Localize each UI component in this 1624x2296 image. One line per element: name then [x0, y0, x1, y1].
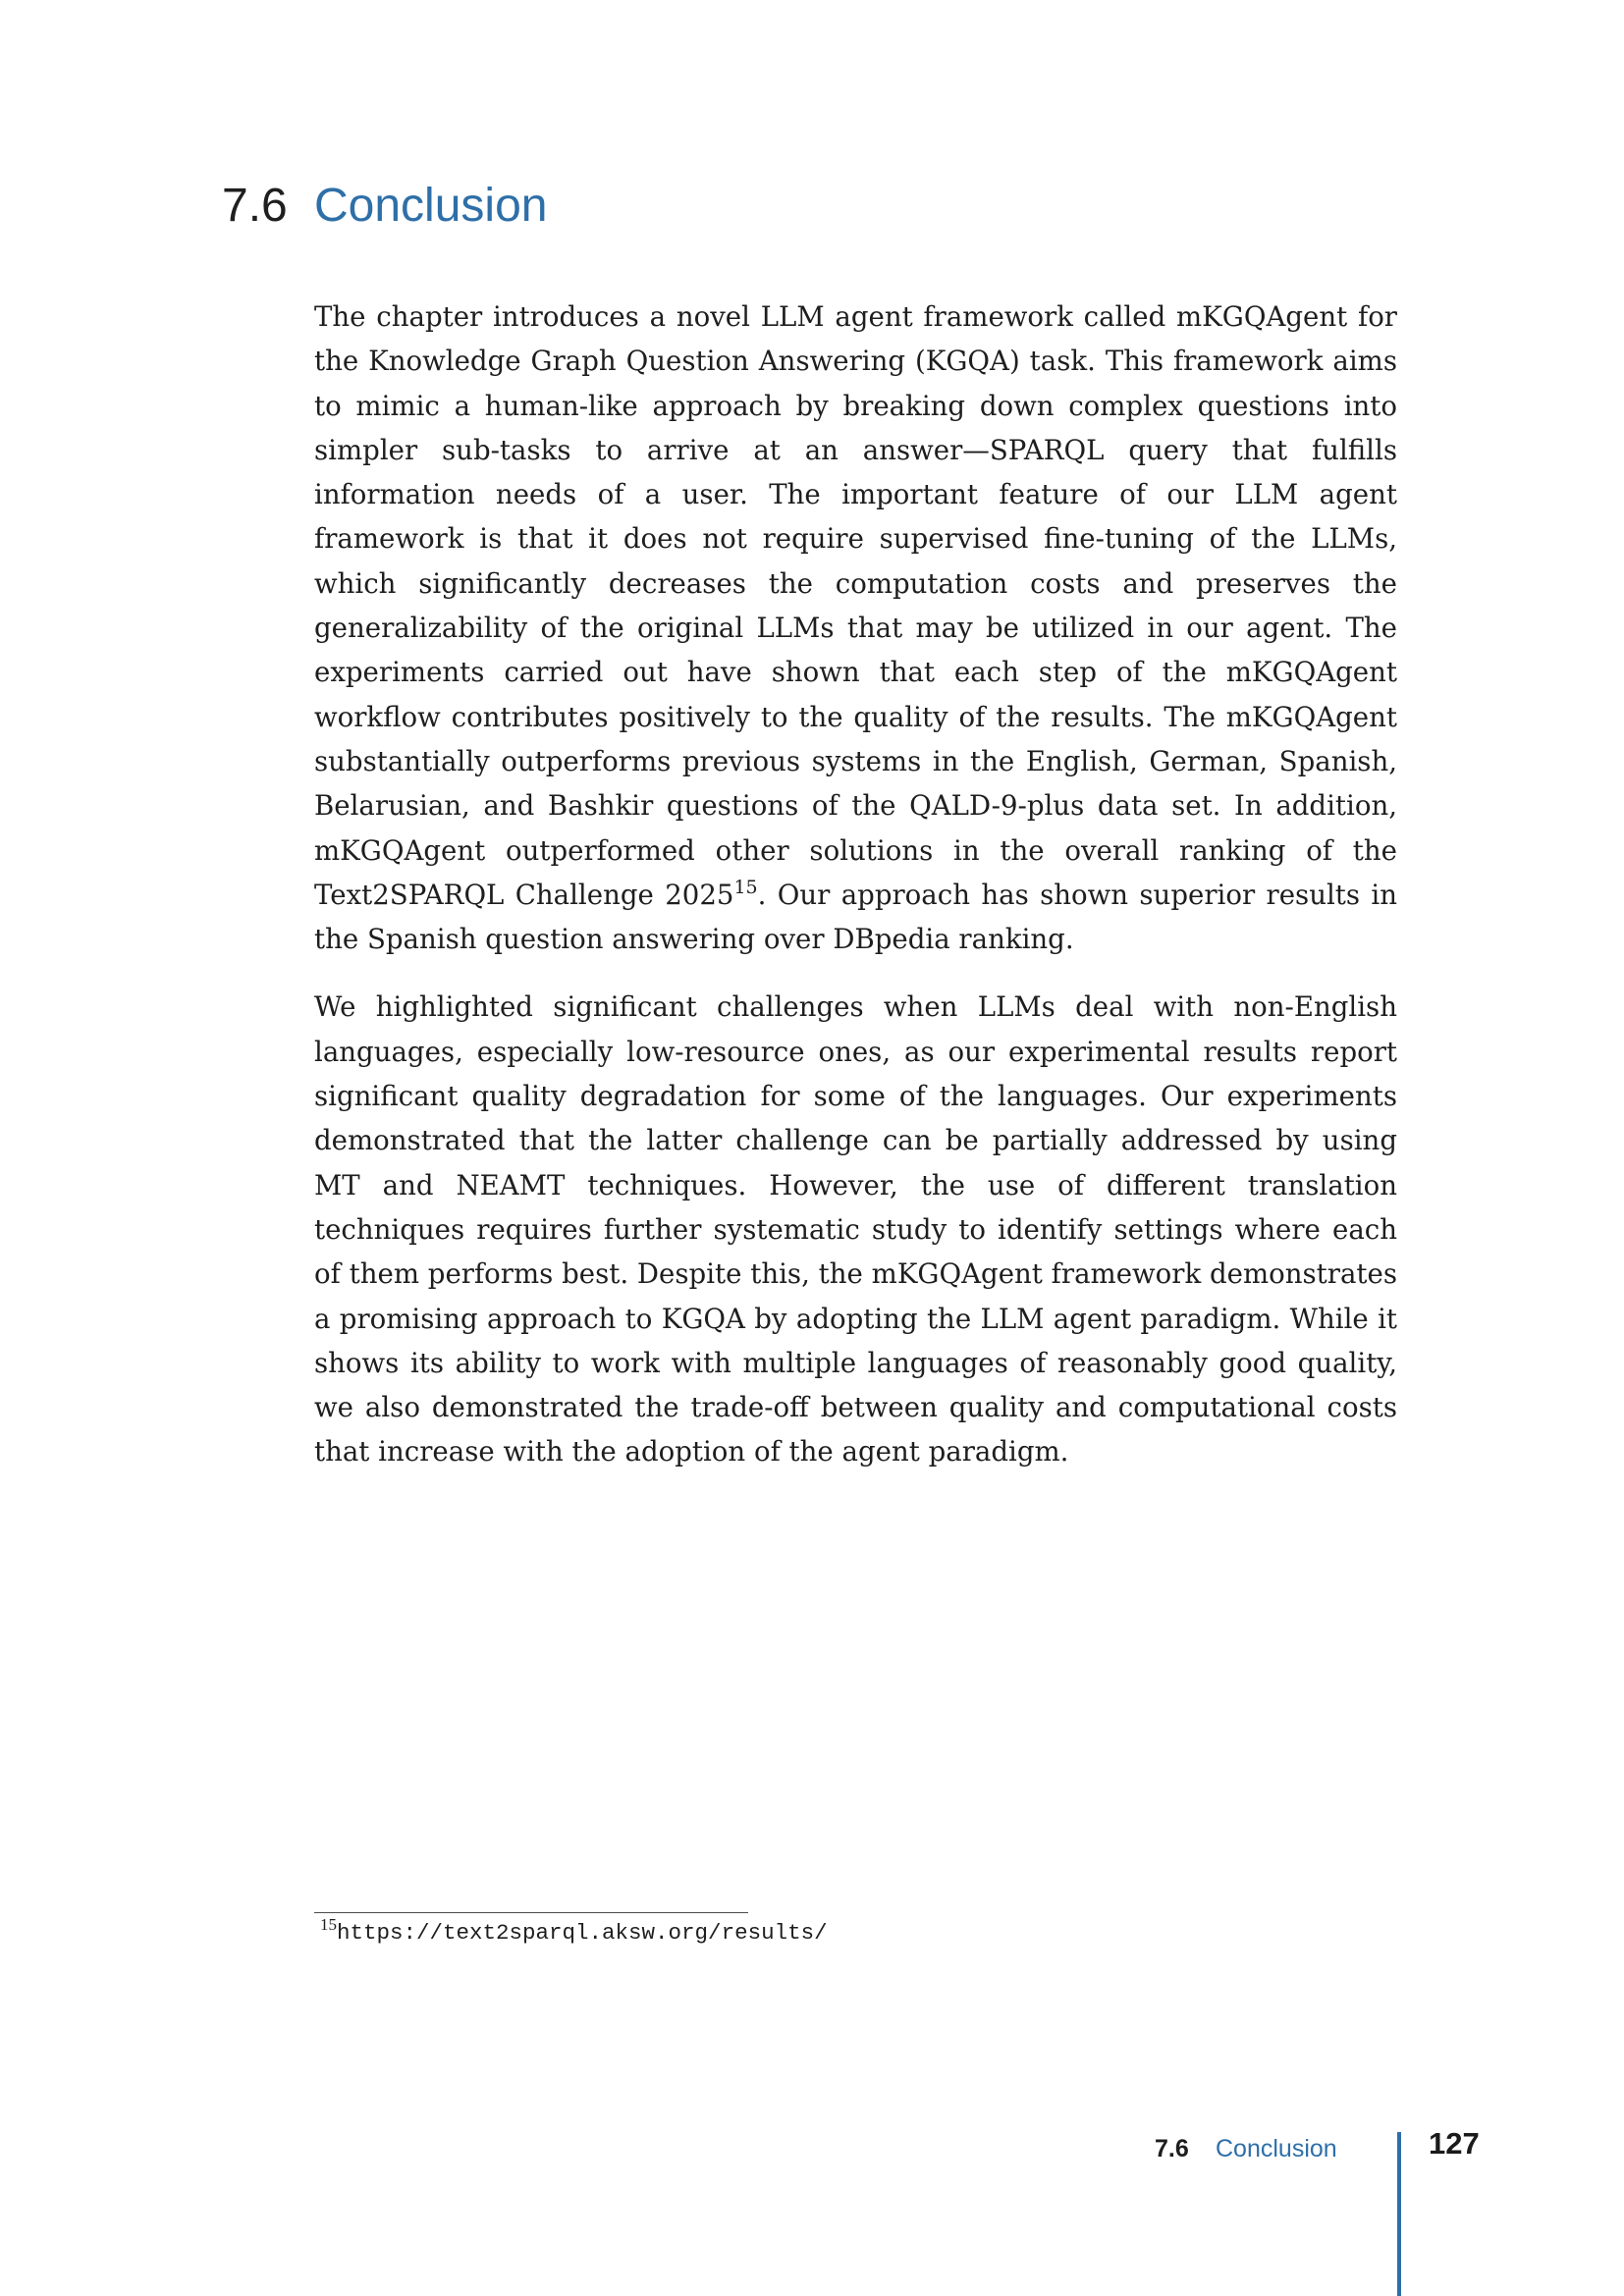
paragraph-2: We highlighted significant challenges when LLMs deal with non-English languages, especially low-resource ones, as our experimental results report significant quality degradation for some of the languages. Our experiments demonstrated that the latter challenge can be partially addressed by using MT and NEAMT techniques. However, the use of different translation techniques requires further systematic study to identify settings where each of them performs best. Despite this, the mKGQAgent framework demonstrates a promising approach to KGQA by adopting the LLM agent paradigm. While it shows its ability to work with multiple languages of reasonably good quality, we also demonstrated the trade-off between quality and computational costs that increase with the adoption of the agent paradigm. [314, 990, 1397, 1468]
section-number: 7.6 [222, 180, 288, 232]
footnote-reference[interactable]: 15 [733, 876, 758, 898]
footnote-mark: 15 [320, 1915, 337, 1934]
section-title: Conclusion [314, 180, 548, 232]
footer-divider-bar [1397, 2132, 1401, 2296]
paragraph-1 [314, 294, 1397, 961]
paragraph-1-text-continued: . Our approach has shown superior results in the Spanish question answering over DBpedia ranking. [314, 878, 1398, 956]
footnote [320, 1916, 828, 1949]
footer-section-title: Conclusion [1216, 2135, 1337, 2163]
running-footer [1155, 2132, 1337, 2165]
body-text [314, 294, 1397, 1498]
footnote-url[interactable]: https://text2sparql.aksw.org/results/ [337, 1920, 828, 1946]
paragraph-1-text: The chapter introduces a novel LLM agent framework called mKGQAgent for the Knowledge Graph Question Answering (KGQA) task. This framework aims to mimic a human-like approach by breaking down complex questions into simpler sub-tasks to arrive at an answer—SPARQL query that fulfills information needs of a user. The important feature of our LLM agent framework is that it does not require supervised fine-tuning of the LLMs, which significantly decreases the computation costs and preserves the generalizability of the original LLMs that may be utilized in our agent. The experiments carried out have shown that each step of the mKGQAgent workflow contributes positively to the quality of the results. The mKGQAgent substantially outperforms previous systems in the English, German, Spanish, Belarusian, and Bashkir questions of the QALD-9-plus data set. In addition, mKGQAgent outperformed other solutions in the overall ranking of the Text2SPARQL Challenge 2025 [314, 300, 1397, 911]
page-number: 127 [1429, 2126, 1480, 2161]
footnote-divider [314, 1912, 748, 1913]
footer-section-number: 7.6 [1155, 2135, 1189, 2163]
section-heading [222, 175, 547, 238]
